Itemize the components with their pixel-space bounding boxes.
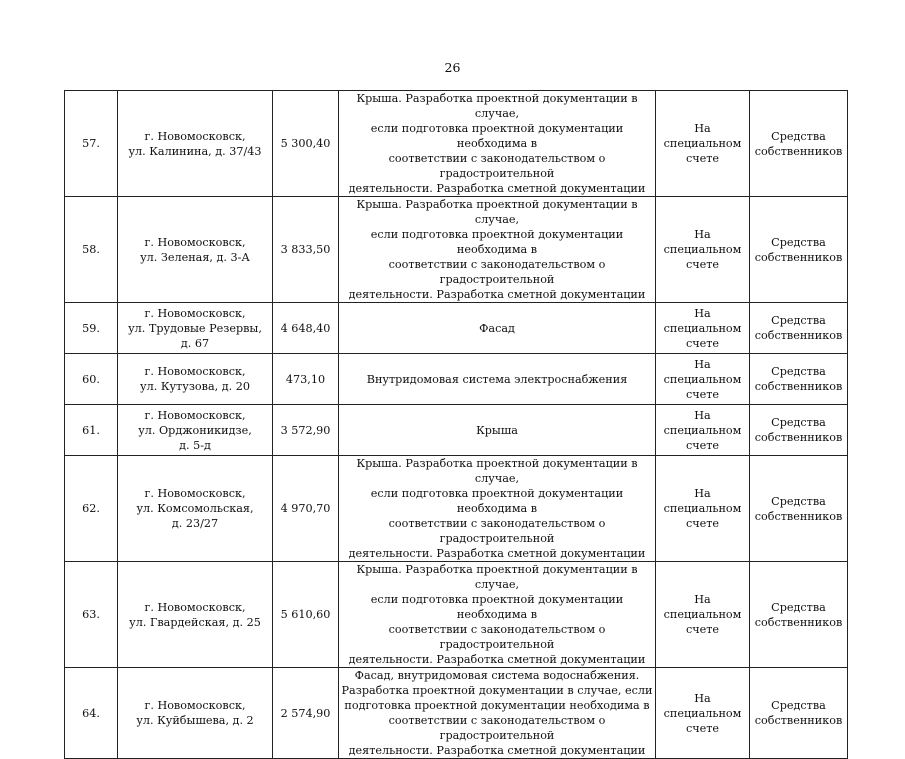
works-cell-line: деятельности. Разработка сметной документации	[348, 182, 646, 195]
fund-method-cell-line: специальном	[663, 423, 742, 437]
works-cell	[339, 668, 656, 759]
funding-source-cell-line: Средства	[771, 235, 826, 249]
fund-method-cell-line: На	[694, 228, 711, 241]
address-cell-line: ул. Орджоникидзе,	[138, 423, 252, 437]
works-cell	[339, 91, 656, 197]
fund-method-cell-line: счете	[685, 387, 720, 401]
address-cell	[118, 354, 273, 405]
funding-source-cell-line: собственников	[754, 431, 843, 444]
works-cell-line: Внутридомовая система электроснабжения	[366, 372, 628, 386]
fund-method-cell-line: счете	[685, 152, 720, 165]
address-cell-line: г. Новомосковск,	[144, 365, 246, 378]
address-cell-line: г. Новомосковск,	[144, 600, 246, 614]
funding-source-cell	[750, 562, 848, 668]
address-cell-line: г. Новомосковск,	[144, 699, 246, 712]
funding-source-cell-line: собственников	[754, 615, 843, 629]
fund-method-cell-line: счете	[685, 258, 720, 271]
works-cell-line: если подготовка проектной документации необходима в	[370, 487, 624, 515]
works-cell	[339, 562, 656, 668]
fund-method-cell-line: На	[694, 593, 711, 606]
address-cell	[118, 456, 273, 562]
area-cell: 5 610,60	[273, 562, 339, 668]
works-cell-line: деятельности. Разработка сметной документации	[348, 288, 646, 301]
works-cell	[339, 197, 656, 303]
registry-body	[65, 91, 848, 759]
fund-method-cell-line: На	[694, 408, 711, 422]
address-cell-line: г. Новомосковск,	[144, 129, 246, 143]
fund-method-cell	[656, 197, 750, 303]
works-cell-line: соответствии с законодательством о градостроительной	[388, 714, 606, 742]
address-cell-line: ул. Куйбышева, д. 2	[136, 714, 254, 727]
fund-method-cell-line: специальном	[663, 608, 742, 621]
row-number: 64.	[65, 668, 118, 759]
works-cell-line: соответствии с законодательством о градостроительной	[388, 258, 606, 286]
address-cell-line: ул. Зеленая, д. 3-А	[140, 250, 250, 264]
row-number: 60.	[65, 354, 118, 405]
fund-method-cell	[656, 668, 750, 759]
address-cell-line: ул. Комсомольская,	[136, 502, 254, 515]
row-number: 57.	[65, 91, 118, 197]
funding-source-cell	[750, 405, 848, 456]
fund-method-cell-line: специальном	[663, 372, 742, 386]
fund-method-cell-line: счете	[685, 721, 720, 735]
fund-method-cell-line: На	[694, 122, 711, 135]
funding-source-cell	[750, 197, 848, 303]
fund-method-cell	[656, 303, 750, 354]
works-cell-line: Разработка проектной документации в случае, если	[341, 684, 653, 697]
area-cell: 3 833,50	[273, 197, 339, 303]
funding-source-cell-line: Средства	[771, 365, 826, 378]
works-cell-line: соответствии с законодательством о градостроительной	[388, 517, 606, 545]
works-cell-line: Крыша	[476, 423, 518, 437]
funding-source-cell	[750, 91, 848, 197]
area-cell: 5 300,40	[273, 91, 339, 197]
works-cell-line: подготовка проектной документации необходима в	[344, 699, 650, 712]
table-row	[65, 91, 848, 197]
address-cell-line: ул. Калинина, д. 37/43	[128, 144, 262, 158]
works-cell-line: деятельности. Разработка сметной документации	[348, 653, 646, 666]
address-cell-line: д. 23/27	[171, 517, 219, 530]
funding-source-cell	[750, 303, 848, 354]
works-cell	[339, 303, 656, 354]
address-cell-line: г. Новомосковск,	[144, 306, 246, 320]
row-number: 62.	[65, 456, 118, 562]
funding-source-cell-line: Средства	[771, 314, 826, 327]
fund-method-cell	[656, 354, 750, 405]
works-cell-line: Фасад	[479, 321, 515, 335]
row-number: 61.	[65, 405, 118, 456]
row-number: 59.	[65, 303, 118, 354]
table-row	[65, 668, 848, 759]
address-cell-line: г. Новомосковск,	[144, 487, 246, 500]
table-row	[65, 456, 848, 562]
address-cell	[118, 303, 273, 354]
works-cell	[339, 405, 656, 456]
works-cell-line: деятельности. Разработка сметной документации	[348, 744, 646, 757]
address-cell-line: г. Новомосковск,	[144, 235, 246, 249]
fund-method-cell-line: На	[694, 487, 711, 500]
fund-method-cell	[656, 456, 750, 562]
funding-source-cell	[750, 354, 848, 405]
works-cell	[339, 354, 656, 405]
address-cell	[118, 405, 273, 456]
works-cell-line: Крыша. Разработка проектной документации в случае,	[356, 563, 638, 591]
works-cell-line: соответствии с законодательством о градостроительной	[388, 152, 606, 180]
fund-method-cell-line: На	[694, 691, 711, 705]
table-row	[65, 405, 848, 456]
funding-source-cell-line: собственников	[754, 380, 843, 393]
works-cell-line: Крыша. Разработка проектной документации в случае,	[356, 198, 638, 226]
fund-method-cell	[656, 91, 750, 197]
funding-source-cell-line: собственников	[754, 509, 843, 523]
works-cell-line: деятельности. Разработка сметной документации	[348, 547, 646, 560]
area-cell: 473,10	[273, 354, 339, 405]
fund-method-cell	[656, 405, 750, 456]
funding-source-cell-line: Средства	[771, 494, 826, 508]
address-cell-line: д. 5-д	[179, 438, 211, 452]
funding-source-cell-line: Средства	[771, 699, 826, 712]
table-row	[65, 197, 848, 303]
table-row	[65, 303, 848, 354]
fund-method-cell-line: специальном	[663, 706, 742, 720]
works-cell	[339, 456, 656, 562]
address-cell	[118, 197, 273, 303]
funding-source-cell-line: Средства	[771, 600, 826, 614]
row-number: 63.	[65, 562, 118, 668]
address-cell	[118, 91, 273, 197]
fund-method-cell-line: счете	[685, 438, 720, 452]
address-cell-line: д. 67	[180, 336, 210, 350]
fund-method-cell	[656, 562, 750, 668]
funding-source-cell	[750, 456, 848, 562]
area-cell: 3 572,90	[273, 405, 339, 456]
fund-method-cell-line: счете	[685, 517, 720, 530]
works-cell-line: если подготовка проектной документации необходима в	[370, 228, 624, 256]
fund-method-cell-line: На	[694, 357, 711, 371]
works-cell-line: если подготовка проектной документации необходима в	[370, 122, 624, 150]
table-row	[65, 562, 848, 668]
table-row	[65, 354, 848, 405]
repair-registry-table	[64, 90, 848, 759]
area-cell: 4 970,70	[273, 456, 339, 562]
fund-method-cell-line: На	[694, 306, 711, 320]
works-cell-line: если подготовка проектной документации необходима в	[370, 593, 624, 621]
fund-method-cell-line: специальном	[663, 321, 742, 335]
fund-method-cell-line: специальном	[663, 502, 742, 515]
address-cell-line: ул. Кутузова, д. 20	[140, 380, 250, 393]
address-cell-line: ул. Гвардейская, д. 25	[129, 615, 261, 629]
works-cell-line: соответствии с законодательством о градостроительной	[388, 623, 606, 651]
funding-source-cell-line: Средства	[771, 129, 826, 143]
address-cell-line: г. Новомосковск,	[144, 408, 246, 422]
fund-method-cell-line: счете	[685, 623, 720, 636]
funding-source-cell-line: собственников	[754, 250, 843, 264]
address-cell	[118, 668, 273, 759]
funding-source-cell	[750, 668, 848, 759]
works-cell-line: Фасад, внутридомовая система водоснабжения.	[354, 669, 640, 682]
funding-source-cell-line: собственников	[754, 144, 843, 158]
funding-source-cell-line: собственников	[754, 714, 843, 727]
area-cell: 4 648,40	[273, 303, 339, 354]
area-cell: 2 574,90	[273, 668, 339, 759]
address-cell	[118, 562, 273, 668]
funding-source-cell-line: Средства	[771, 416, 826, 429]
works-cell-line: Крыша. Разработка проектной документации в случае,	[356, 92, 638, 120]
page-number: 26	[444, 60, 461, 75]
address-cell-line: ул. Трудовые Резервы,	[128, 321, 262, 335]
fund-method-cell-line: специальном	[663, 243, 742, 256]
fund-method-cell-line: счете	[685, 336, 720, 350]
funding-source-cell-line: собственников	[754, 329, 843, 342]
row-number: 58.	[65, 197, 118, 303]
fund-method-cell-line: специальном	[663, 137, 742, 150]
works-cell-line: Крыша. Разработка проектной документации в случае,	[356, 457, 638, 485]
